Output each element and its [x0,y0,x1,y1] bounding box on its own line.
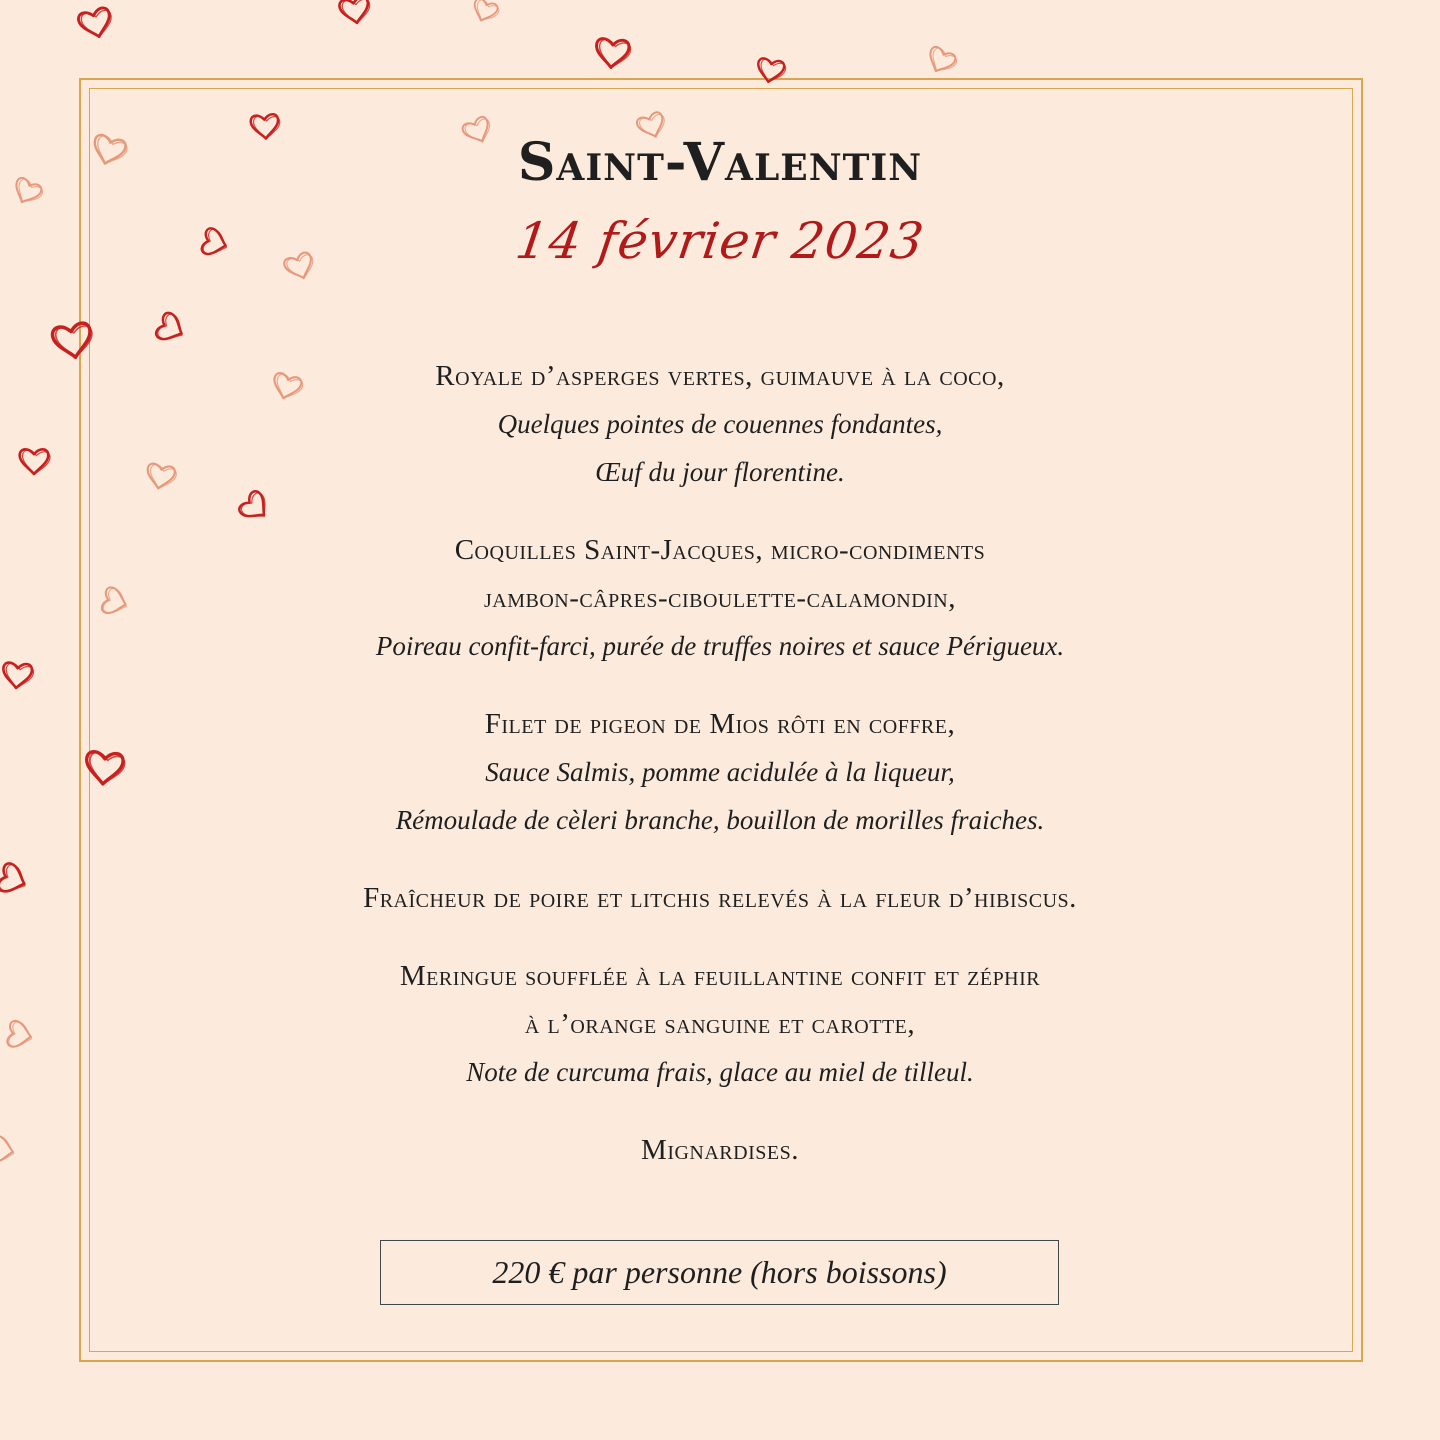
course-line: Sauce Salmis, pomme acidulée à la liqueur, [485,757,955,787]
course-line: Royale d’asperges vertes, guimauve à la coco, [435,360,1005,392]
course-1 [100,352,1340,496]
course-2 [100,526,1340,670]
course-line: Œuf du jour florentine. [595,457,845,487]
course-line: Note de curcuma frais, glace au miel de tilleul. [466,1057,974,1087]
heart-icon [6,1020,33,1050]
course-6 [100,1126,1340,1174]
heart-icon [595,38,630,69]
heart-icon [339,0,371,25]
heart-icon [924,45,957,76]
heart-icon [20,449,49,474]
course-4 [100,874,1340,922]
heart-icon [0,1135,15,1165]
heart-icon [342,0,371,24]
heart-icon [3,662,34,690]
course-5 [100,952,1340,1096]
course-line: Rémoulade de cèleri branche, bouillon de morilles fraiches. [395,805,1045,835]
course-line: Poireau confit-farci, purée de truffes noires et sauce Périgueux. [375,631,1065,661]
menu-date: 14 février 2023 [512,212,928,270]
course-3 [100,700,1340,844]
course-line: Mignardises. [641,1134,799,1166]
heart-icon [8,1021,36,1051]
heart-icon [0,1136,17,1166]
heart-icon [596,38,632,70]
heart-icon [77,7,114,41]
heart-icon [2,662,33,689]
menu-title: Saint-Valentin [517,132,923,193]
price-box [380,1240,1059,1305]
heart-icon [80,10,114,40]
course-line: Quelques pointes de couennes fondantes, [497,409,943,439]
course-line: Coquilles Saint-Jacques, micro-condiments [454,534,986,566]
heart-icon [472,0,501,26]
heart-icon [470,0,499,24]
heart-icon [21,450,51,476]
heart-icon [0,863,31,898]
course-line: Filet de pigeon de Mios rôti en coffre, [484,708,956,740]
heart-icon [0,862,29,897]
course-line: Fraîcheur de poire et litchis relevés à la fleur d’hibiscus. [363,882,1077,914]
course-line: jambon-câpres-ciboulette-calamondin, [483,582,956,614]
price-text: 220 € par personne (hors boissons) [492,1254,947,1290]
course-line: à l’orange sanguine et carotte, [524,1008,916,1040]
heart-icon [926,46,958,77]
course-line: Meringue soufflée à la feuillantine confit et zéphir [399,960,1041,992]
menu-courses [100,352,1340,1204]
